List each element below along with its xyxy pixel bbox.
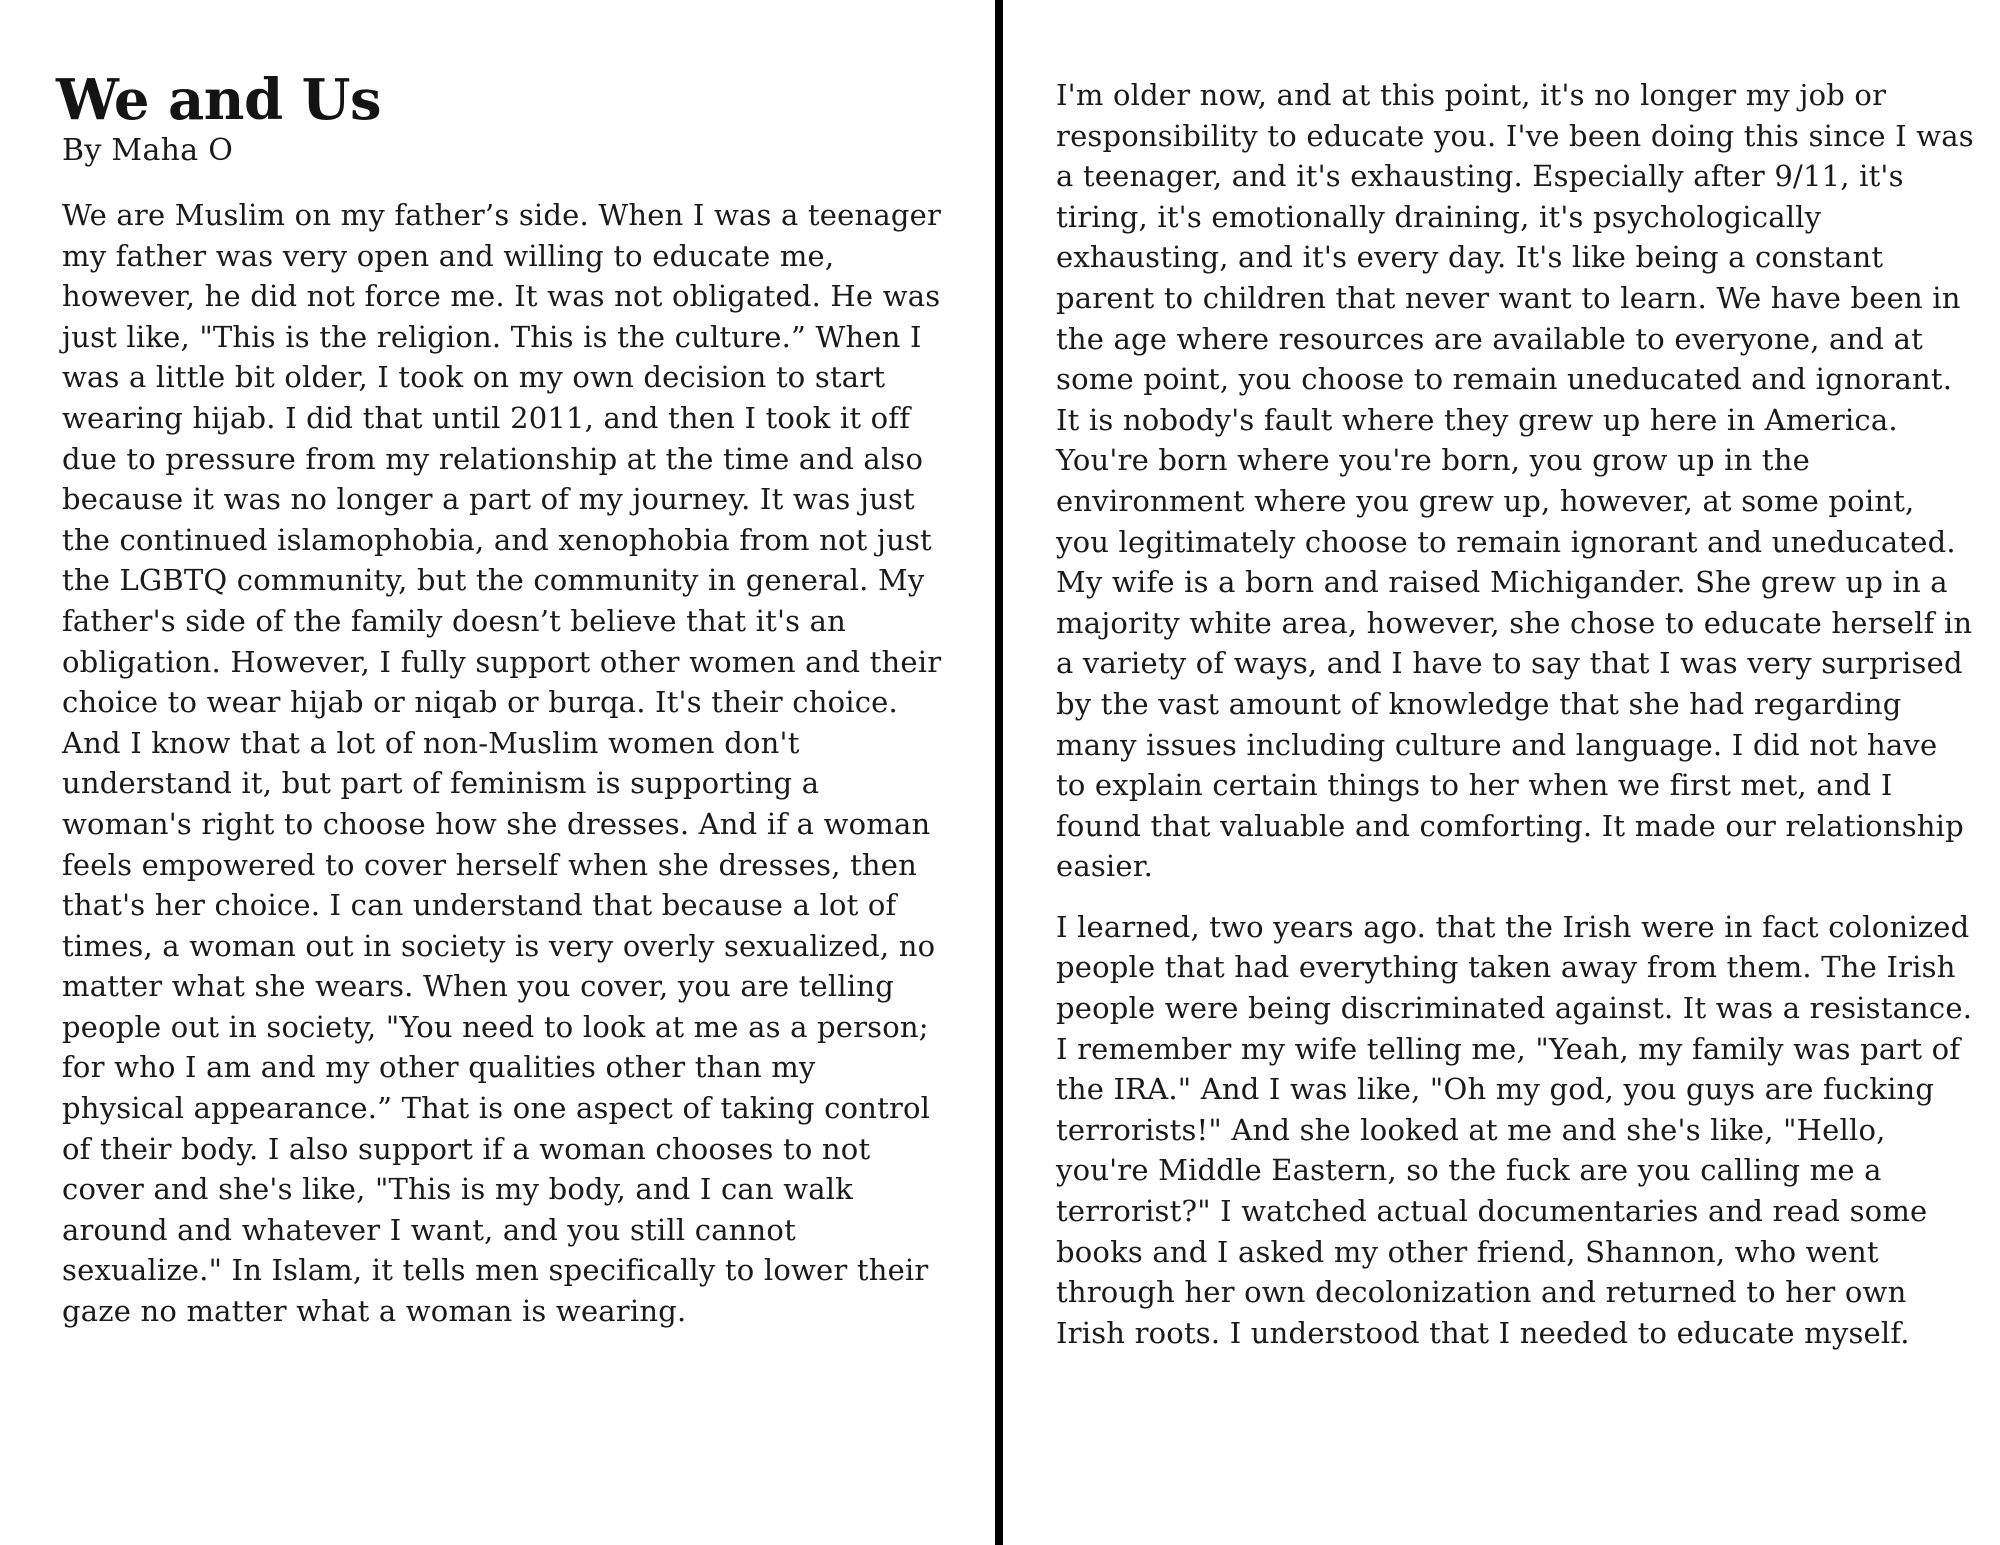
article-byline: By Maha O [62,133,234,168]
right-column [1056,75,1976,1373]
page-divider [995,0,1003,1545]
left-page [0,0,998,1545]
right-paragraph-1: I'm older now, and at this point, it's no longer my job or responsibility to educate you. I've been doing this since I was a teenager, and it's exhausting. Especially after 9/11, it's tiring, it's emotionally draining, it's psychologically exhausting, and it's every day. It's like being a constant parent to children that never want to learn. We have been in the age where resources are available to everyone, and at some point, you choose to remain uneducated and ignorant. It is nobody's fault where they grew up here in America. You're born where you're born, you grow up in the environment where you grew up, however, at some point, you legitimately choose to remain ignorant and uneducated. My wife is a born and raised Michigander. She grew up in a majority white area, however, she chose to educate herself in a variety of ways, and I have to say that I was very surprised by the vast amount of knowledge that she had regarding many issues including culture and language. I did not have to explain certain things to her when we first met, and I found that valuable and comforting. It made our relationship easier. [1056,78,1974,884]
right-page [1006,0,2000,1545]
article-title: We and Us [56,67,381,133]
right-paragraph-2: I learned, two years ago. that the Irish were in fact colonized people that had everything taken away from them. The Irish people were being discriminated against. It was a resistance. I remember my wife telling me, "Yeah, my family was part of the IRA." And I was like, "Oh my god, you guys are fucking terrorists!" And she looked at me and she's like, "Hello, you're Middle Eastern, so the fuck are you calling me a terrorist?" I watched actual documentaries and read some books and I asked my other friend, Shannon, who went through her own decolonization and returned to her own Irish roots. I understood that I needed to educate myself. [1056,909,1973,1350]
left-paragraph-1: We are Muslim on my father’s side. When I was a teenager my father was very open and willing to educate me, however, he did not force me. It was not obligated. He was just like, "This is the religion. This is the culture.” When I was a little bit older, I took on my own decision to start wearing hijab. I did that until 2011, and then I took it off due to pressure from my relationship at the time and also because it was no longer a part of my journey. It was just the continued islamophobia, and xenophobia from not just the LGBTQ community, but the community in general. My father's side of the family doesn’t believe that it's an obligation. However, I fully support other women and their choice to wear hijab or niqab or burqa. It's their choice. And I know that a lot of non-Muslim women don't understand it, but part of feminism is supporting a woman's right to choose how she dresses. And if a woman feels empowered to cover herself when she dresses, then that's her choice. I can understand that because a lot of times, a woman out in society is very overly sexualized, no matter what she wears. When you cover, you are telling people out in society, "You need to look at me as a person; for who I am and my other qualities other than my physical appearance.” That is one aspect of taking control of their body. I also support if a woman chooses to not cover and she's like, "This is my body, and I can walk around and whatever I want, and you still cannot sexualize." In Islam, it tells men specifically to lower their gaze no matter what a woman is wearing. [62,198,942,1329]
